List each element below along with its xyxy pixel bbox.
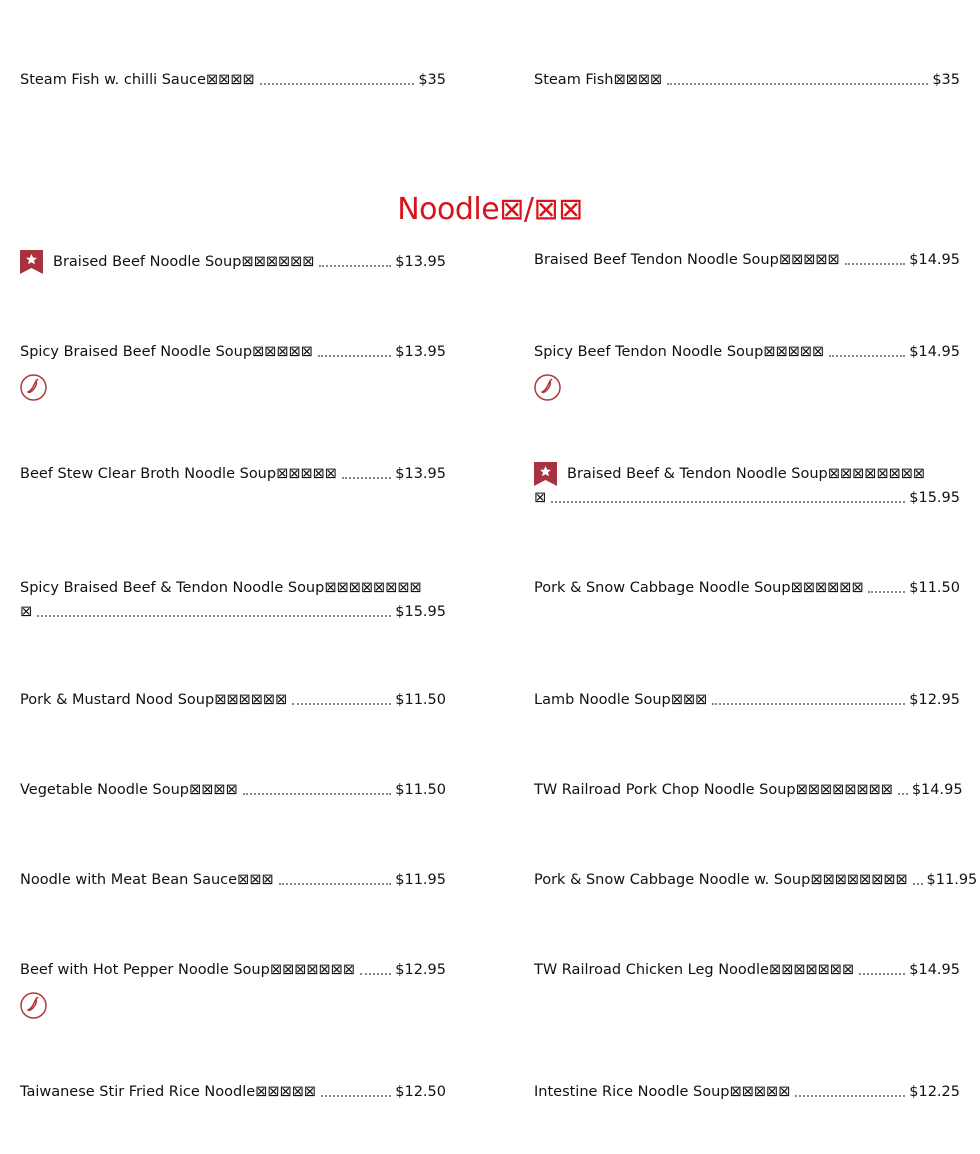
menu-item [20,1080,446,1104]
dot-leader [292,703,391,705]
dot-leader [260,83,415,85]
item-name: Spicy Beef Tendon Noodle Soup⊠⊠⊠⊠⊠ [534,344,825,360]
star-badge-icon [20,250,43,274]
item-price: $14.95 [909,344,960,360]
item-line [20,250,446,274]
section-title: Noodle⊠/⊠⊠ [397,192,583,227]
item-line [20,778,446,802]
menu-item [534,778,963,802]
item-name: Steam Fish w. chilli Sauce⊠⊠⊠⊠ [20,72,255,88]
item-name: Pork & Snow Cabbage Noodle Soup⊠⊠⊠⊠⊠⊠ [534,580,864,596]
dot-leader [37,615,391,617]
item-line [20,868,446,892]
item-name: Intestine Rice Noodle Soup⊠⊠⊠⊠⊠ [534,1084,791,1100]
item-name: Vegetable Noodle Soup⊠⊠⊠⊠ [20,782,238,798]
item-name: Steam Fish⊠⊠⊠⊠ [534,72,663,88]
item-line [534,576,960,600]
item-name: Braised Beef & Tendon Noodle Soup⊠⊠⊠⊠⊠⊠⊠⊠ [567,466,925,482]
item-name-continued: ⊠ [20,604,33,620]
item-price: $13.95 [395,254,446,270]
item-line [534,868,978,892]
menu-item [20,68,446,92]
menu-item [534,68,960,92]
item-line [534,688,960,712]
item-price: $11.50 [395,782,446,798]
item-price: $35 [932,72,960,88]
item-name: Spicy Braised Beef & Tendon Noodle Soup⊠⊠⊠⊠⊠⊠⊠⊠ [20,580,422,596]
dot-leader [667,83,928,85]
dot-leader [342,477,391,479]
item-name: Braised Beef Noodle Soup⊠⊠⊠⊠⊠⊠ [53,254,315,270]
chili-pepper-icon [20,992,47,1019]
item-name: Spicy Braised Beef Noodle Soup⊠⊠⊠⊠⊠ [20,344,313,360]
item-price: $12.95 [395,962,446,978]
menu-item [20,462,446,486]
item-line [20,68,446,92]
item-price: $11.50 [395,692,446,708]
dot-leader [321,1095,391,1097]
dot-leader [829,355,905,357]
dot-leader [795,1095,905,1097]
menu-item [20,958,446,982]
dot-leader [318,355,391,357]
menu-item [20,688,446,712]
menu-item [534,340,960,364]
menu-item [20,340,446,364]
chili-pepper-icon [534,374,561,401]
item-price: $15.95 [395,604,446,620]
menu-item [534,462,960,510]
item-name: Noodle with Meat Bean Sauce⊠⊠⊠ [20,872,274,888]
menu-item [20,868,446,892]
menu-item [534,1080,960,1104]
menu-item [534,688,960,712]
chili-pepper-icon [20,374,47,401]
item-name: Pork & Mustard Nood Soup⊠⊠⊠⊠⊠⊠ [20,692,288,708]
dot-leader [360,973,391,975]
menu-item [20,250,446,274]
item-price: $12.25 [909,1084,960,1100]
item-line [20,688,446,712]
item-price: $14.95 [911,782,963,798]
item-line [534,958,960,982]
item-line [534,1080,960,1104]
item-name: Pork & Snow Cabbage Noodle w. Soup⊠⊠⊠⊠⊠⊠⊠⊠ [534,872,908,888]
dot-leader [868,591,905,593]
item-line [534,248,960,272]
item-line [534,486,960,510]
item-line [20,600,446,624]
item-price: $14.95 [909,962,960,978]
item-line [20,340,446,364]
item-name: Beef Stew Clear Broth Noodle Soup⊠⊠⊠⊠⊠ [20,466,337,482]
menu-item [534,868,978,892]
item-price: $13.95 [395,344,446,360]
menu-item [534,958,960,982]
item-name: TW Railroad Chicken Leg Noodle⊠⊠⊠⊠⊠⊠⊠ [534,962,854,978]
item-line [534,340,960,364]
item-name: Beef with Hot Pepper Noodle Soup⊠⊠⊠⊠⊠⊠⊠ [20,962,355,978]
item-price: $13.95 [395,466,446,482]
item-price: $14.95 [909,252,960,268]
dot-leader [859,973,905,975]
item-price: $11.50 [909,580,960,596]
dot-leader [551,501,905,503]
menu-item [20,778,446,802]
dot-leader [712,703,905,705]
menu-item [534,576,960,600]
item-name: Lamb Noodle Soup⊠⊠⊠ [534,692,708,708]
item-line [20,462,446,486]
item-name: Braised Beef Tendon Noodle Soup⊠⊠⊠⊠⊠ [534,252,840,268]
dot-leader [845,263,906,265]
item-price: $11.95 [926,872,978,888]
item-price: $35 [418,72,446,88]
item-line [20,958,446,982]
item-line [534,462,960,486]
item-price: $11.95 [395,872,446,888]
item-name-continued: ⊠ [534,490,547,506]
item-line [534,778,963,802]
dot-leader [898,793,908,795]
star-badge-icon [534,462,557,486]
item-line [534,68,960,92]
dot-leader [279,883,392,885]
item-line [20,576,446,600]
item-name: Taiwanese Stir Fried Rice Noodle⊠⊠⊠⊠⊠ [20,1084,316,1100]
dot-leader [243,793,392,795]
dot-leader [319,265,391,267]
dot-leader [913,883,923,885]
menu-item [20,576,446,624]
item-line [20,1080,446,1104]
item-price: $12.95 [909,692,960,708]
item-price: $12.50 [395,1084,446,1100]
menu-item [534,248,960,272]
item-price: $15.95 [909,490,960,506]
item-name: TW Railroad Pork Chop Noodle Soup⊠⊠⊠⊠⊠⊠⊠⊠ [534,782,893,798]
